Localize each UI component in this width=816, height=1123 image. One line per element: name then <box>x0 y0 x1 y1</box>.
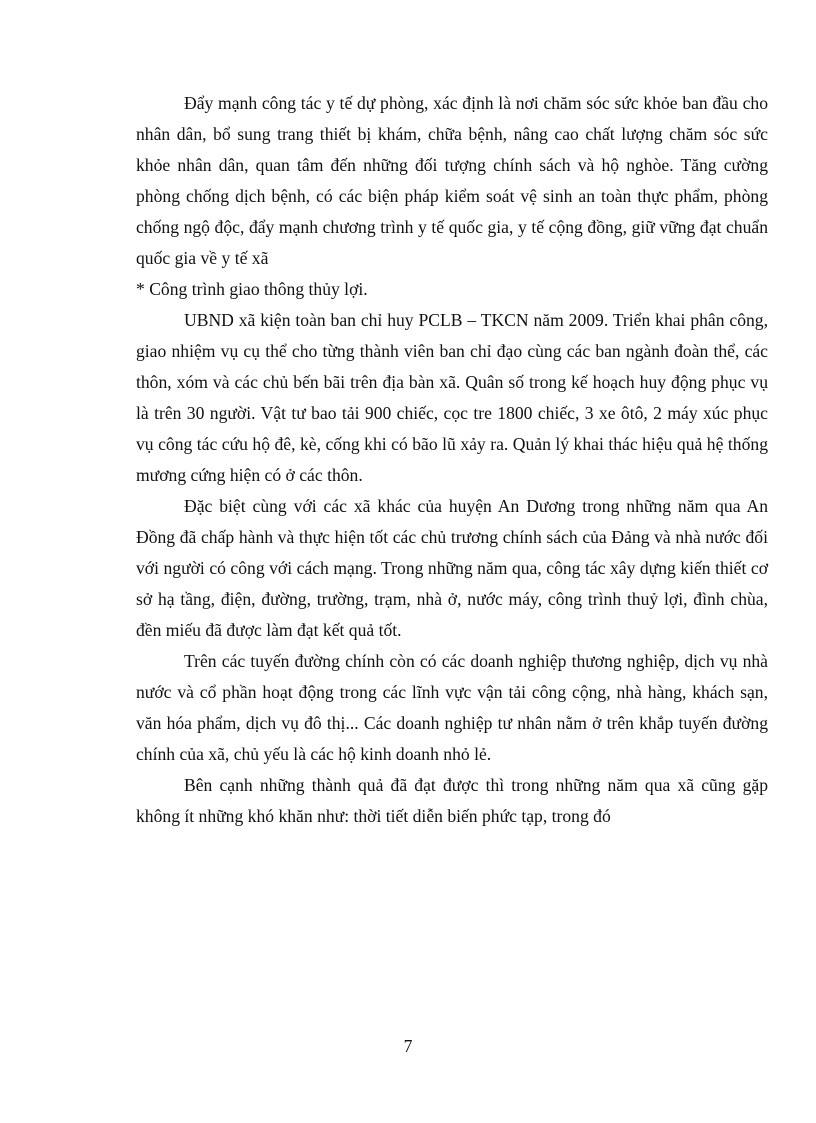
paragraph-flood-control: UBND xã kiện toàn ban chỉ huy PCLB – TKCN năm 2009. Triển khai phân công, giao nhiệm vụ cụ thể cho từng thành viên ban chỉ đạo cùng các ban ngành đoàn thể, các thôn, xóm và các chủ bến bãi trên địa bàn xã. Quân số trong kế hoạch huy động phục vụ là trên 30 người. Vật tư bao tải 900 chiếc, cọc tre 1800 chiếc, 3 xe ôtô, 2 máy xúc phục vụ công tác cứu hộ đê, kè, cống khi có bão lũ xảy ra. Quản lý khai thác hiệu quả hệ thống mương cứng hiện có ở các thôn. <box>136 310 768 485</box>
document-page <box>136 88 768 832</box>
paragraph-enterprises: Trên các tuyến đường chính còn có các doanh nghiệp thương nghiệp, dịch vụ nhà nước và cổ phần hoạt động trong các lĩnh vực vận tải công cộng, nhà hàng, khách sạn, văn hóa phẩm, dịch vụ đô thị... Các doanh nghiệp tư nhân nằm ở trên khắp tuyến đường chính của xã, chủ yếu là các hộ kinh doanh nhỏ lẻ. <box>136 651 768 764</box>
paragraph-difficulties: Bên cạnh những thành quả đã đạt được thì trong những năm qua xã cũng gặp không ít những khó khăn như: thời tiết diễn biến phức tạp, trong đó <box>136 775 768 826</box>
paragraph-health: Đẩy mạnh công tác y tế dự phòng, xác định là nơi chăm sóc sức khỏe ban đầu cho nhân dân, bổ sung trang thiết bị khám, chữa bệnh, nâng cao chất lượng chăm sóc sức khỏe nhân dân, quan tâm đến những đối tượng chính sách và hộ nghòe. Tăng cường phòng chống dịch bệnh, có các biện pháp kiểm soát vệ sinh an toàn thực phẩm, phòng chống ngộ độc, đẩy mạnh chương trình y tế quốc gia, y tế cộng đồng, giữ vững đạt chuẩn quốc gia về y tế xã <box>136 93 768 268</box>
page-number: 7 <box>403 1036 413 1056</box>
paragraph-policy: Đặc biệt cùng với các xã khác của huyện An Dương trong những năm qua An Đồng đã chấp hành và thực hiện tốt các chủ trương chính sách của Đảng và nhà nước đối với người có công với cách mạng. Trong những năm qua, công tác xây dựng kiến thiết cơ sở hạ tầng, điện, đường, trường, trạm, nhà ở, nước máy, công trình thuỷ lợi, đình chùa, đền miếu đã được làm đạt kết quả tốt. <box>136 496 768 640</box>
section-heading-irrigation: * Công trình giao thông thủy lợi. <box>136 279 368 299</box>
